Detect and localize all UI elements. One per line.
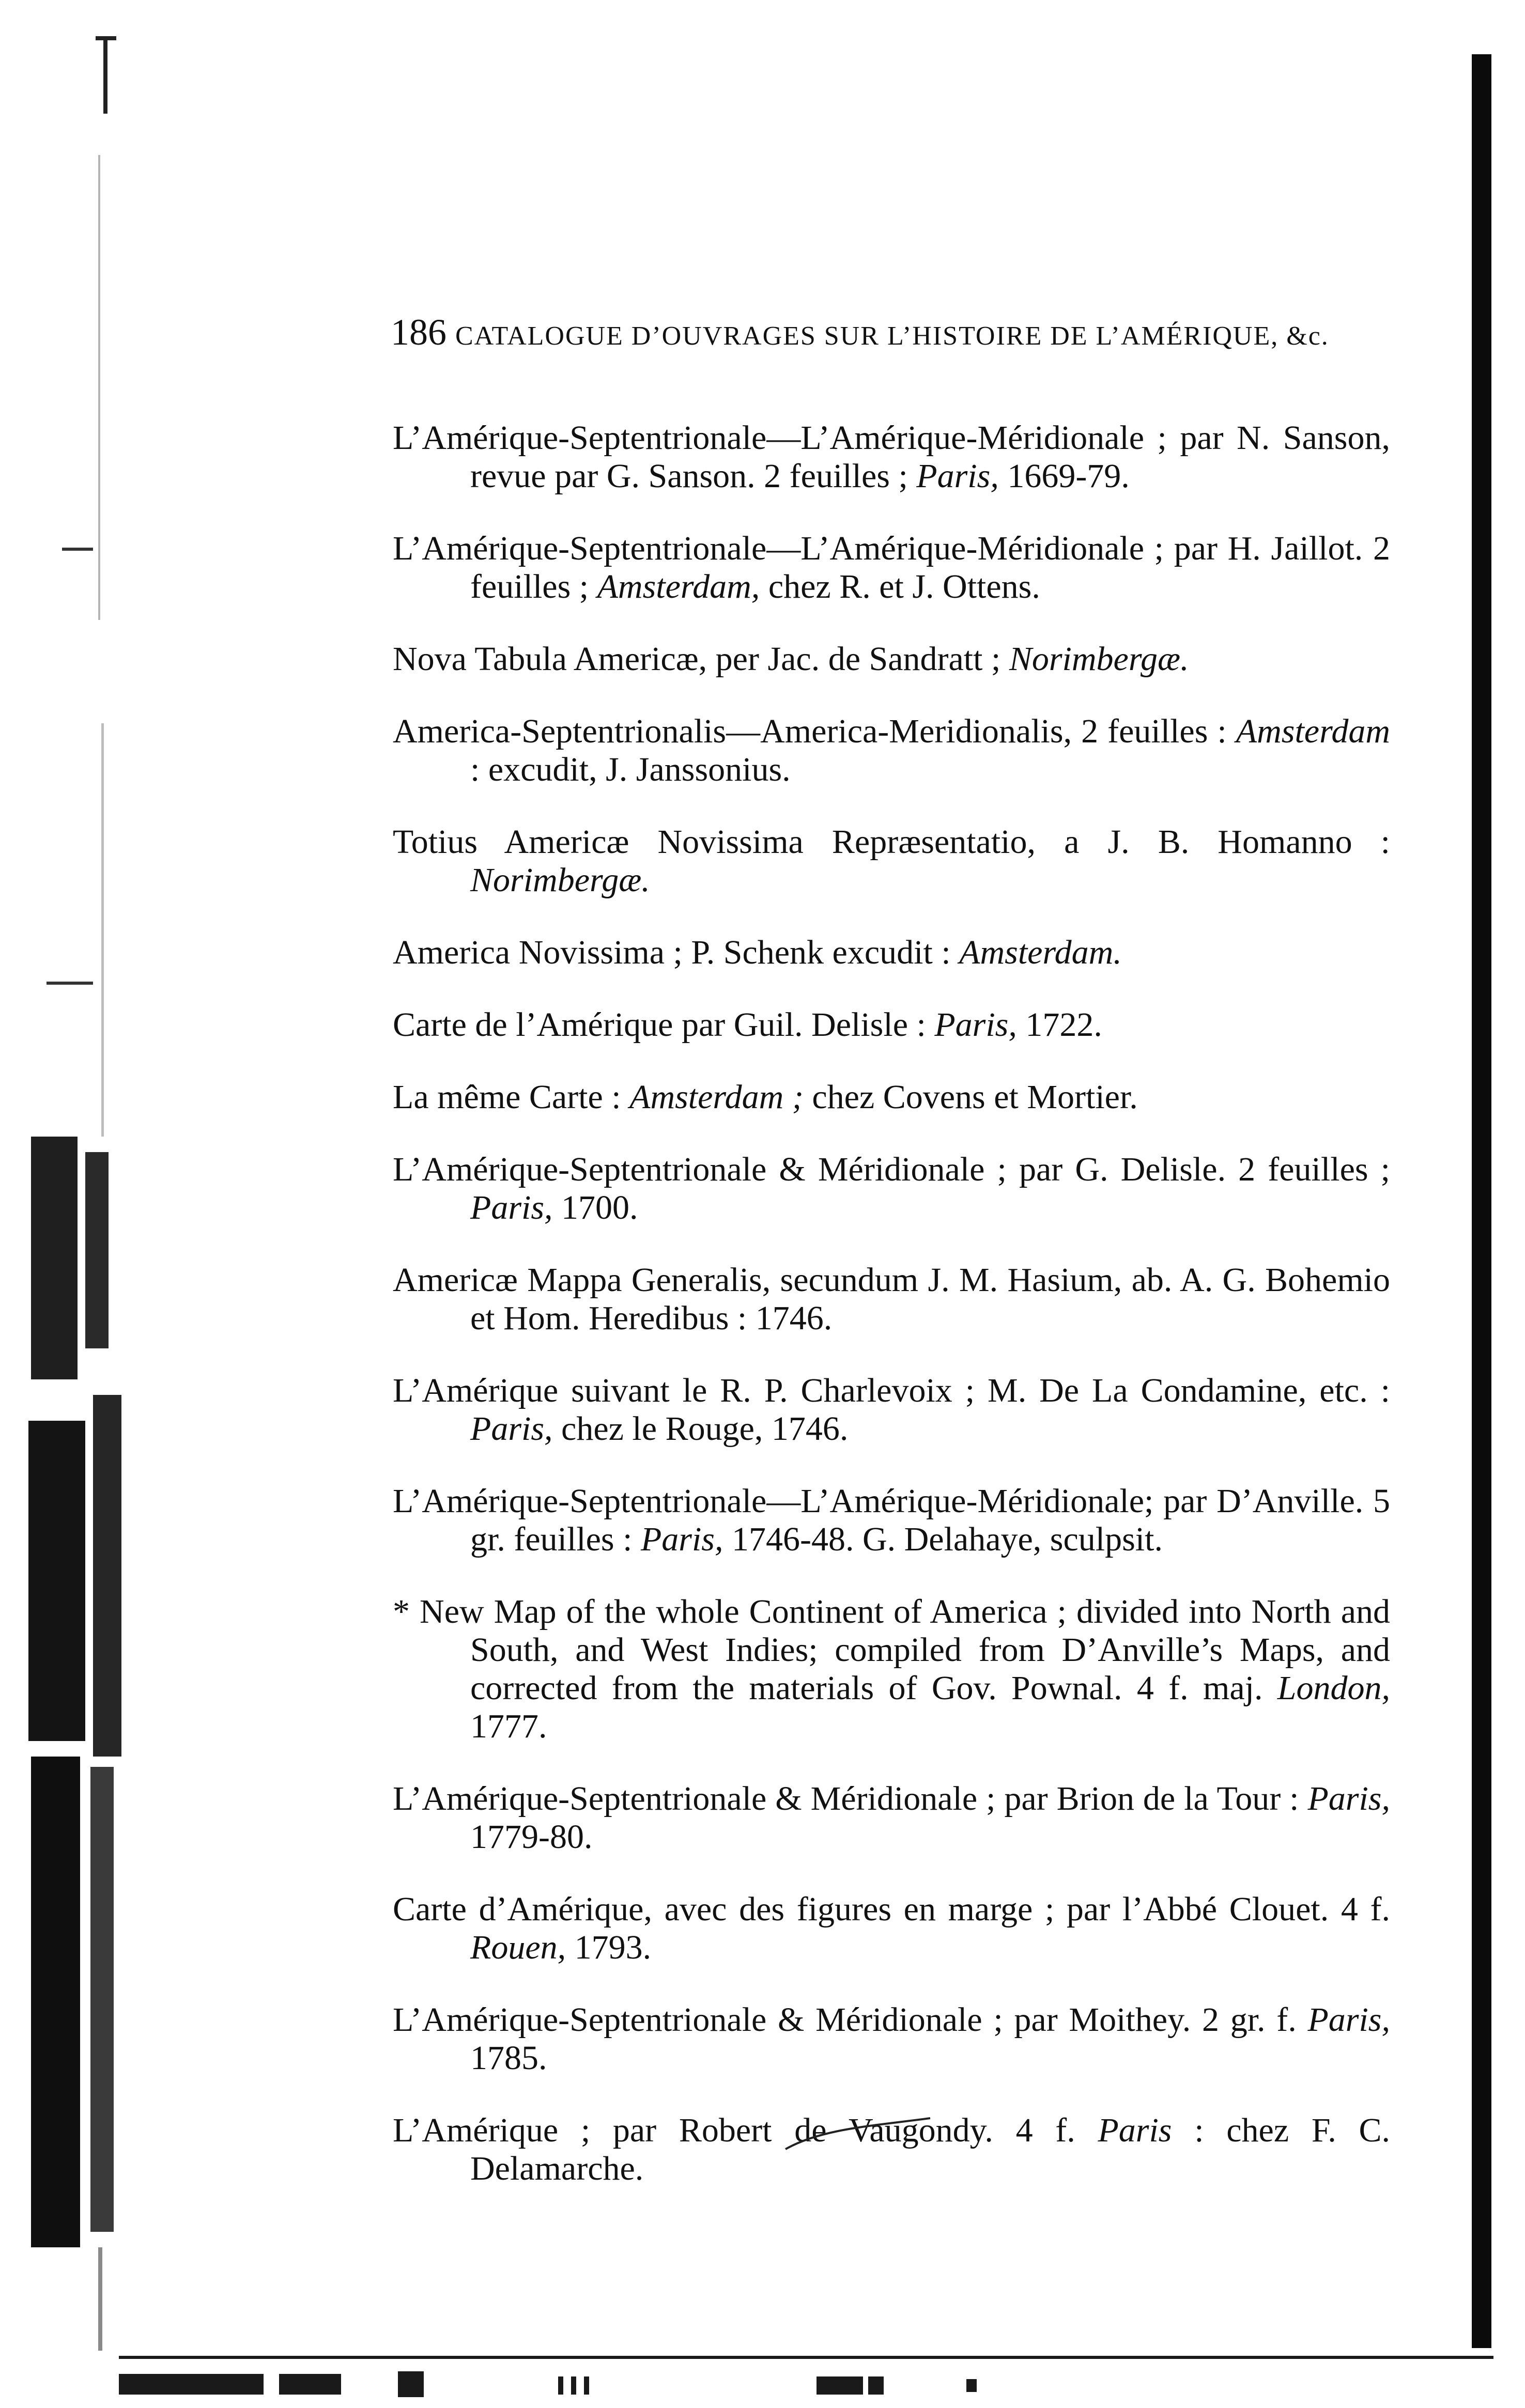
pen-flourish-mark bbox=[780, 2113, 935, 2160]
entry-text: 1746-48. G. Delahaye, sculpsit. bbox=[723, 1520, 1163, 1558]
entry-italic-text: Amsterdam bbox=[1236, 712, 1390, 750]
entry-text: chez Covens et Mortier. bbox=[803, 1078, 1138, 1116]
catalogue-entry bbox=[393, 1890, 1390, 1967]
entry-text: chez R. et J. Ottens. bbox=[760, 568, 1040, 605]
entry-italic-text: London, bbox=[1277, 1669, 1390, 1707]
entry-text: : excudit, J. Janssonius. bbox=[470, 751, 791, 788]
entry-text: 1777. bbox=[470, 1707, 547, 1745]
catalogue-entry bbox=[393, 1151, 1390, 1227]
entry-text: Nova Tabula Americæ, per Jac. de Sandratt ; bbox=[393, 640, 1009, 678]
catalogue-entry bbox=[393, 1482, 1390, 1559]
entry-text: L’Amérique suivant le R. P. Charlevoix ; M. De La Condamine, etc. : bbox=[393, 1372, 1390, 1409]
entry-text: 1722. bbox=[1016, 1006, 1102, 1044]
entry-text: L’Amérique-Septentrionale—L’Amérique-Méridionale ; par H. Jaillot. 2 feuilles ; bbox=[393, 530, 1390, 605]
catalogue-entry bbox=[393, 1006, 1390, 1044]
entry-text: * New Map of the whole Continent of America ; divided into North and South, and West Indies; compiled from D’Anville’s Maps, and corrected from the materials of Gov. Pownal. 4 f. maj. bbox=[393, 1593, 1390, 1707]
catalogue-entry bbox=[393, 823, 1390, 899]
entry-italic-text: Amsterdam ; bbox=[629, 1078, 804, 1116]
entry-italic-text: Amsterdam. bbox=[959, 934, 1122, 971]
entry-italic-text: Rouen, bbox=[470, 1929, 566, 1966]
entry-text: La même Carte : bbox=[393, 1078, 630, 1116]
catalogue-entry bbox=[393, 1078, 1390, 1116]
catalogue-entry bbox=[393, 712, 1390, 789]
entry-italic-text: Norimbergæ. bbox=[1009, 640, 1189, 678]
entry-text: Carte d’Amérique, avec des figures en marge ; par l’Abbé Clouet. 4 f. bbox=[393, 1890, 1390, 1928]
entry-italic-text: Paris, bbox=[1307, 2001, 1390, 2039]
running-title: CATALOGUE D’OUVRAGES SUR L’HISTOIRE DE L’AMÉRIQUE, &c. bbox=[455, 321, 1329, 351]
entry-text: America Novissima ; P. Schenk excudit : bbox=[393, 934, 960, 971]
entry-italic-text: Paris bbox=[1098, 2111, 1172, 2149]
entry-text: L’Amérique-Septentrionale & Méridionale ; par G. Delisle. 2 feuilles ; bbox=[393, 1151, 1390, 1188]
entry-text: L’Amérique ; par Robert de Vaugondy. 4 f. bbox=[393, 2111, 1098, 2149]
scan-right-edge-bar bbox=[1472, 54, 1491, 2348]
entry-text: Americæ Mappa Generalis, secundum J. M. Hasium, ab. A. G. Bohemio et Hom. Heredibus : 1746. bbox=[393, 1261, 1390, 1337]
entry-italic-text: Norimbergæ. bbox=[470, 861, 650, 899]
catalogue-entry bbox=[393, 419, 1390, 495]
catalogue-entry bbox=[393, 640, 1390, 678]
entry-italic-text: Paris, bbox=[916, 457, 999, 495]
entry-text: 1700. bbox=[552, 1189, 638, 1226]
entry-text: 1669-79. bbox=[998, 457, 1130, 495]
entry-italic-text: Paris, bbox=[470, 1189, 553, 1226]
entry-italic-text: Amsterdam, bbox=[597, 568, 760, 605]
catalogue-entry bbox=[393, 1780, 1390, 1856]
entry-text: chez le Rouge, 1746. bbox=[552, 1410, 849, 1448]
entry-text: 1785. bbox=[470, 2039, 547, 2077]
entry-italic-text: Paris, bbox=[470, 1410, 553, 1448]
entry-text: 1793. bbox=[566, 1929, 652, 1966]
scan-bottom-edge-line bbox=[119, 2356, 1493, 2359]
catalogue-entry bbox=[393, 530, 1390, 606]
entry-italic-text: Paris, bbox=[1307, 1780, 1390, 1817]
entry-text: 1779-80. bbox=[470, 1818, 593, 1856]
catalogue-entry bbox=[393, 1372, 1390, 1448]
scan-left-edge-artifacts bbox=[0, 0, 134, 2408]
catalogue-entry bbox=[393, 2001, 1390, 2077]
entry-text: L’Amérique-Septentrionale—L’Amérique-Méridionale ; par N. Sanson, revue par G. Sanson. 2 feuilles ; bbox=[393, 419, 1390, 495]
running-header bbox=[391, 309, 1435, 355]
scan-bottom-edge-artifacts bbox=[119, 2369, 1493, 2400]
entry-text: L’Amérique-Septentrionale—L’Amérique-Méridionale; par D’Anville. 5 gr. feuilles : bbox=[393, 1482, 1390, 1558]
catalogue-entry bbox=[393, 1593, 1390, 1746]
entry-italic-text: Paris, bbox=[640, 1520, 723, 1558]
catalogue-entry bbox=[393, 1261, 1390, 1338]
page-number: 186 bbox=[391, 312, 446, 353]
entry-text: America-Septentrionalis—America-Meridionalis, 2 feuilles : bbox=[393, 712, 1236, 750]
entry-italic-text: Paris, bbox=[934, 1006, 1017, 1044]
entry-text: L’Amérique-Septentrionale & Méridionale ; par Moithey. 2 gr. f. bbox=[393, 2001, 1308, 2039]
catalogue-entries bbox=[393, 385, 1390, 2209]
catalogue-entry bbox=[393, 934, 1390, 972]
entry-text: : chez F. C. Delamarche. bbox=[470, 2111, 1390, 2187]
entry-text: Carte de l’Amérique par Guil. Delisle : bbox=[393, 1006, 935, 1044]
entry-text: Totius Americæ Novissima Repræsentatio, a J. B. Homanno : bbox=[393, 823, 1390, 861]
entry-text: L’Amérique-Septentrionale & Méridionale ; par Brion de la Tour : bbox=[393, 1780, 1308, 1817]
